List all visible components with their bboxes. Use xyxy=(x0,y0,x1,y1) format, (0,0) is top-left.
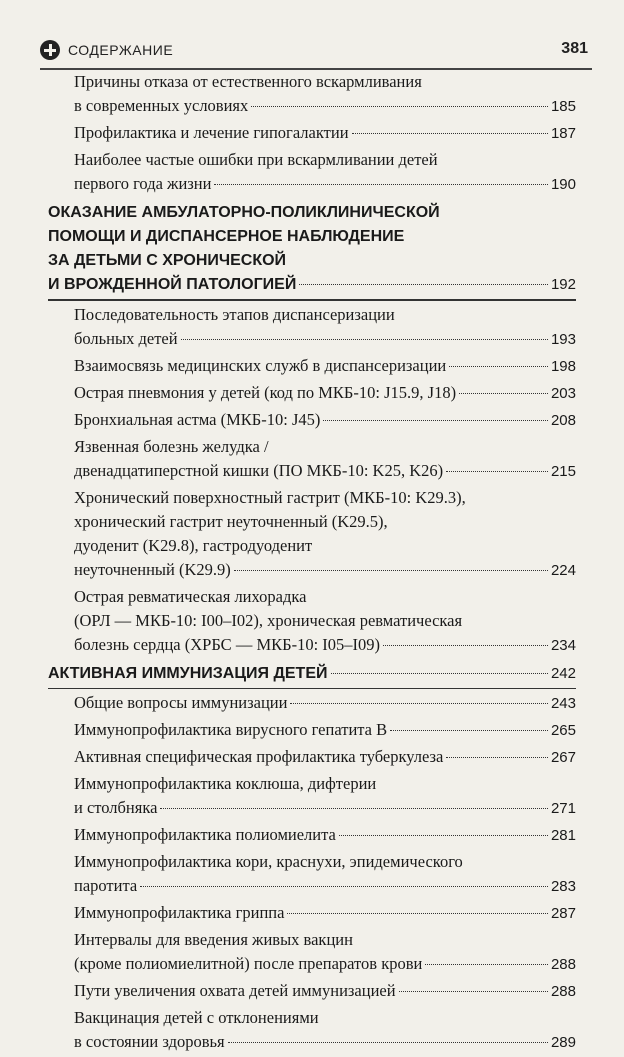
dot-leader xyxy=(160,808,548,809)
page-number: 381 xyxy=(561,40,588,57)
toc-page-number: 198 xyxy=(550,357,576,375)
toc-page-number: 185 xyxy=(550,98,576,115)
toc-entry-text: хронический гастрит неуточненный (K29.5), xyxy=(74,511,388,531)
toc-entry xyxy=(48,1006,576,1055)
toc-entry-text: Бронхиальная астма (МКБ-10: J45) xyxy=(74,409,321,429)
toc-page-number: 288 xyxy=(550,983,576,1000)
dot-leader xyxy=(339,835,548,836)
toc-entry-text: двенадцатиперстной кишки (ПО МКБ-10: K25, K26) xyxy=(74,460,444,480)
toc-page-number: 208 xyxy=(550,411,576,429)
toc-entry-text: Наиболее частые ошибки при вскармливании детей xyxy=(74,150,438,169)
toc-entry xyxy=(48,354,576,379)
toc-entry-text: (ОРЛ — МКБ-10: I00–I02), хроническая ревматическая xyxy=(74,610,463,630)
toc-entry-text: ЗА ДЕТЬМИ С ХРОНИЧЕСКОЙ xyxy=(48,252,287,269)
toc-entry xyxy=(48,121,576,146)
toc-entry-text: Иммунопрофилактика кори, краснухи, эпидемического xyxy=(74,852,463,871)
toc-page-number: 289 xyxy=(550,1034,576,1051)
toc-entry-text: и столбняка xyxy=(74,798,158,817)
toc-page-number: 187 xyxy=(550,125,576,142)
dot-leader xyxy=(383,645,548,646)
toc-entry-text: Интервалы для введения живых вакцин xyxy=(74,930,353,949)
toc-entry-text: АКТИВНАЯ ИММУНИЗАЦИЯ ДЕТЕЙ xyxy=(48,664,328,682)
dot-leader xyxy=(446,471,548,472)
dot-leader xyxy=(323,420,548,421)
toc-entry-text: Последовательность этапов диспансеризации xyxy=(74,304,395,324)
toc-page-number: 287 xyxy=(550,905,576,922)
toc-page-number: 283 xyxy=(550,878,576,895)
toc-page-number: 224 xyxy=(550,561,576,579)
toc-entry-text: ОКАЗАНИЕ АМБУЛАТОРНО-ПОЛИКЛИНИЧЕСКОЙ xyxy=(48,204,440,221)
toc-page-number: 265 xyxy=(550,722,576,739)
toc-entry xyxy=(48,408,576,433)
toc-entry-text: Активная специфическая профилактика туберкулеза xyxy=(74,747,444,766)
section-rule xyxy=(48,299,576,301)
toc-entry-text: болезнь сердца (ХРБС — МКБ-10: I05–I09) xyxy=(74,634,381,654)
dot-leader xyxy=(251,106,548,107)
toc-entry-text: Вакцинация детей с отклонениями xyxy=(74,1008,319,1027)
toc-entry xyxy=(48,435,576,484)
toc-page-number: 193 xyxy=(550,330,576,348)
toc-entry xyxy=(48,823,576,848)
toc-page-number: 267 xyxy=(550,749,576,766)
toc-entry-text: Взаимосвязь медицинских служб в диспансеризации xyxy=(74,355,447,375)
toc-entry xyxy=(48,691,576,716)
toc-entry-text: Профилактика и лечение гипогалактии xyxy=(74,123,349,142)
toc-entry xyxy=(48,70,576,119)
toc-entry-text: Хронический поверхностный гастрит (МКБ-10: K29.3), xyxy=(74,487,466,507)
toc-entry-text: Иммунопрофилактика гриппа xyxy=(74,903,285,922)
dot-leader xyxy=(140,886,548,887)
toc-entry-text: паротита xyxy=(74,876,138,895)
toc-entry-text: Причины отказа от естественного вскармливания xyxy=(74,72,422,91)
plus-circle-icon xyxy=(40,40,60,60)
toc-page-number: 190 xyxy=(550,176,576,193)
toc-entry-text: Иммунопрофилактика полиомиелита xyxy=(74,825,336,844)
toc-entry xyxy=(48,381,576,406)
toc-page-number: 271 xyxy=(550,800,576,817)
dot-leader xyxy=(449,366,548,367)
toc-entry-text: неуточненный (K29.9) xyxy=(74,559,231,579)
toc-entry-text: в состоянии здоровья xyxy=(74,1032,225,1051)
toc-entry-text: ПОМОЩИ И ДИСПАНСЕРНОЕ НАБЛЮДЕНИЕ xyxy=(48,228,405,245)
dot-leader xyxy=(352,133,548,134)
toc-entry xyxy=(48,303,576,352)
dot-leader xyxy=(425,964,548,965)
toc-entry xyxy=(48,850,576,899)
toc-entry-text: в современных условиях xyxy=(74,96,249,115)
toc-entry-text: Острая пневмония у детей (код по МКБ-10: J15.9, J18) xyxy=(74,382,457,402)
toc-entry-text: больных детей xyxy=(74,328,178,348)
dot-leader xyxy=(390,730,548,731)
toc-entry xyxy=(48,486,576,583)
toc-entry-text: Острая ревматическая лихорадка xyxy=(74,586,307,606)
dot-leader xyxy=(234,570,548,571)
toc-page-number: 243 xyxy=(550,695,576,712)
toc-entry xyxy=(48,585,576,658)
dot-leader xyxy=(299,284,548,285)
dot-leader xyxy=(446,757,548,758)
running-title: СОДЕРЖАНИЕ xyxy=(68,42,174,58)
toc-section-entry xyxy=(48,662,576,686)
toc-page-number: 288 xyxy=(550,956,576,973)
toc-page-number: 281 xyxy=(550,827,576,844)
toc-page-number: 234 xyxy=(550,636,576,654)
toc-entry-text: (кроме полиомиелитной) после препаратов крови xyxy=(74,954,423,973)
dot-leader xyxy=(290,703,548,704)
toc-entry-text: Пути увеличения охвата детей иммунизацией xyxy=(74,981,396,1000)
toc-section-entry xyxy=(48,201,576,297)
toc-entry xyxy=(48,745,576,770)
dot-leader xyxy=(228,1042,548,1043)
toc-entry-text: первого года жизни xyxy=(74,174,212,193)
dot-leader xyxy=(331,673,548,674)
toc-entry xyxy=(48,928,576,977)
table-of-contents xyxy=(48,70,576,1057)
dot-leader xyxy=(181,339,548,340)
toc-entry-text: Язвенная болезнь желудка / xyxy=(74,436,269,456)
toc-entry-text: И ВРОЖДЕННОЙ ПАТОЛОГИЕЙ xyxy=(48,276,297,293)
toc-entry xyxy=(48,901,576,926)
toc-entry-text: Иммунопрофилактика вирусного гепатита В xyxy=(74,720,388,739)
dot-leader xyxy=(399,991,548,992)
dot-leader xyxy=(459,393,548,394)
toc-entry xyxy=(48,772,576,821)
toc-page-number: 215 xyxy=(550,462,576,480)
page-header xyxy=(0,18,624,58)
dot-leader xyxy=(287,913,548,914)
toc-entry-text: Общие вопросы иммунизации xyxy=(74,693,288,712)
dot-leader xyxy=(214,184,548,185)
toc-entry-text: Иммунопрофилактика коклюша, дифтерии xyxy=(74,774,377,793)
toc-page-number: 203 xyxy=(550,384,576,402)
section-rule xyxy=(48,688,576,690)
toc-entry-text: дуоденит (K29.8), гастродуоденит xyxy=(74,535,313,555)
toc-entry xyxy=(48,718,576,743)
toc-entry xyxy=(48,979,576,1004)
toc-page-number: 192 xyxy=(550,276,576,293)
toc-entry xyxy=(48,148,576,197)
toc-page-number: 242 xyxy=(550,664,576,682)
